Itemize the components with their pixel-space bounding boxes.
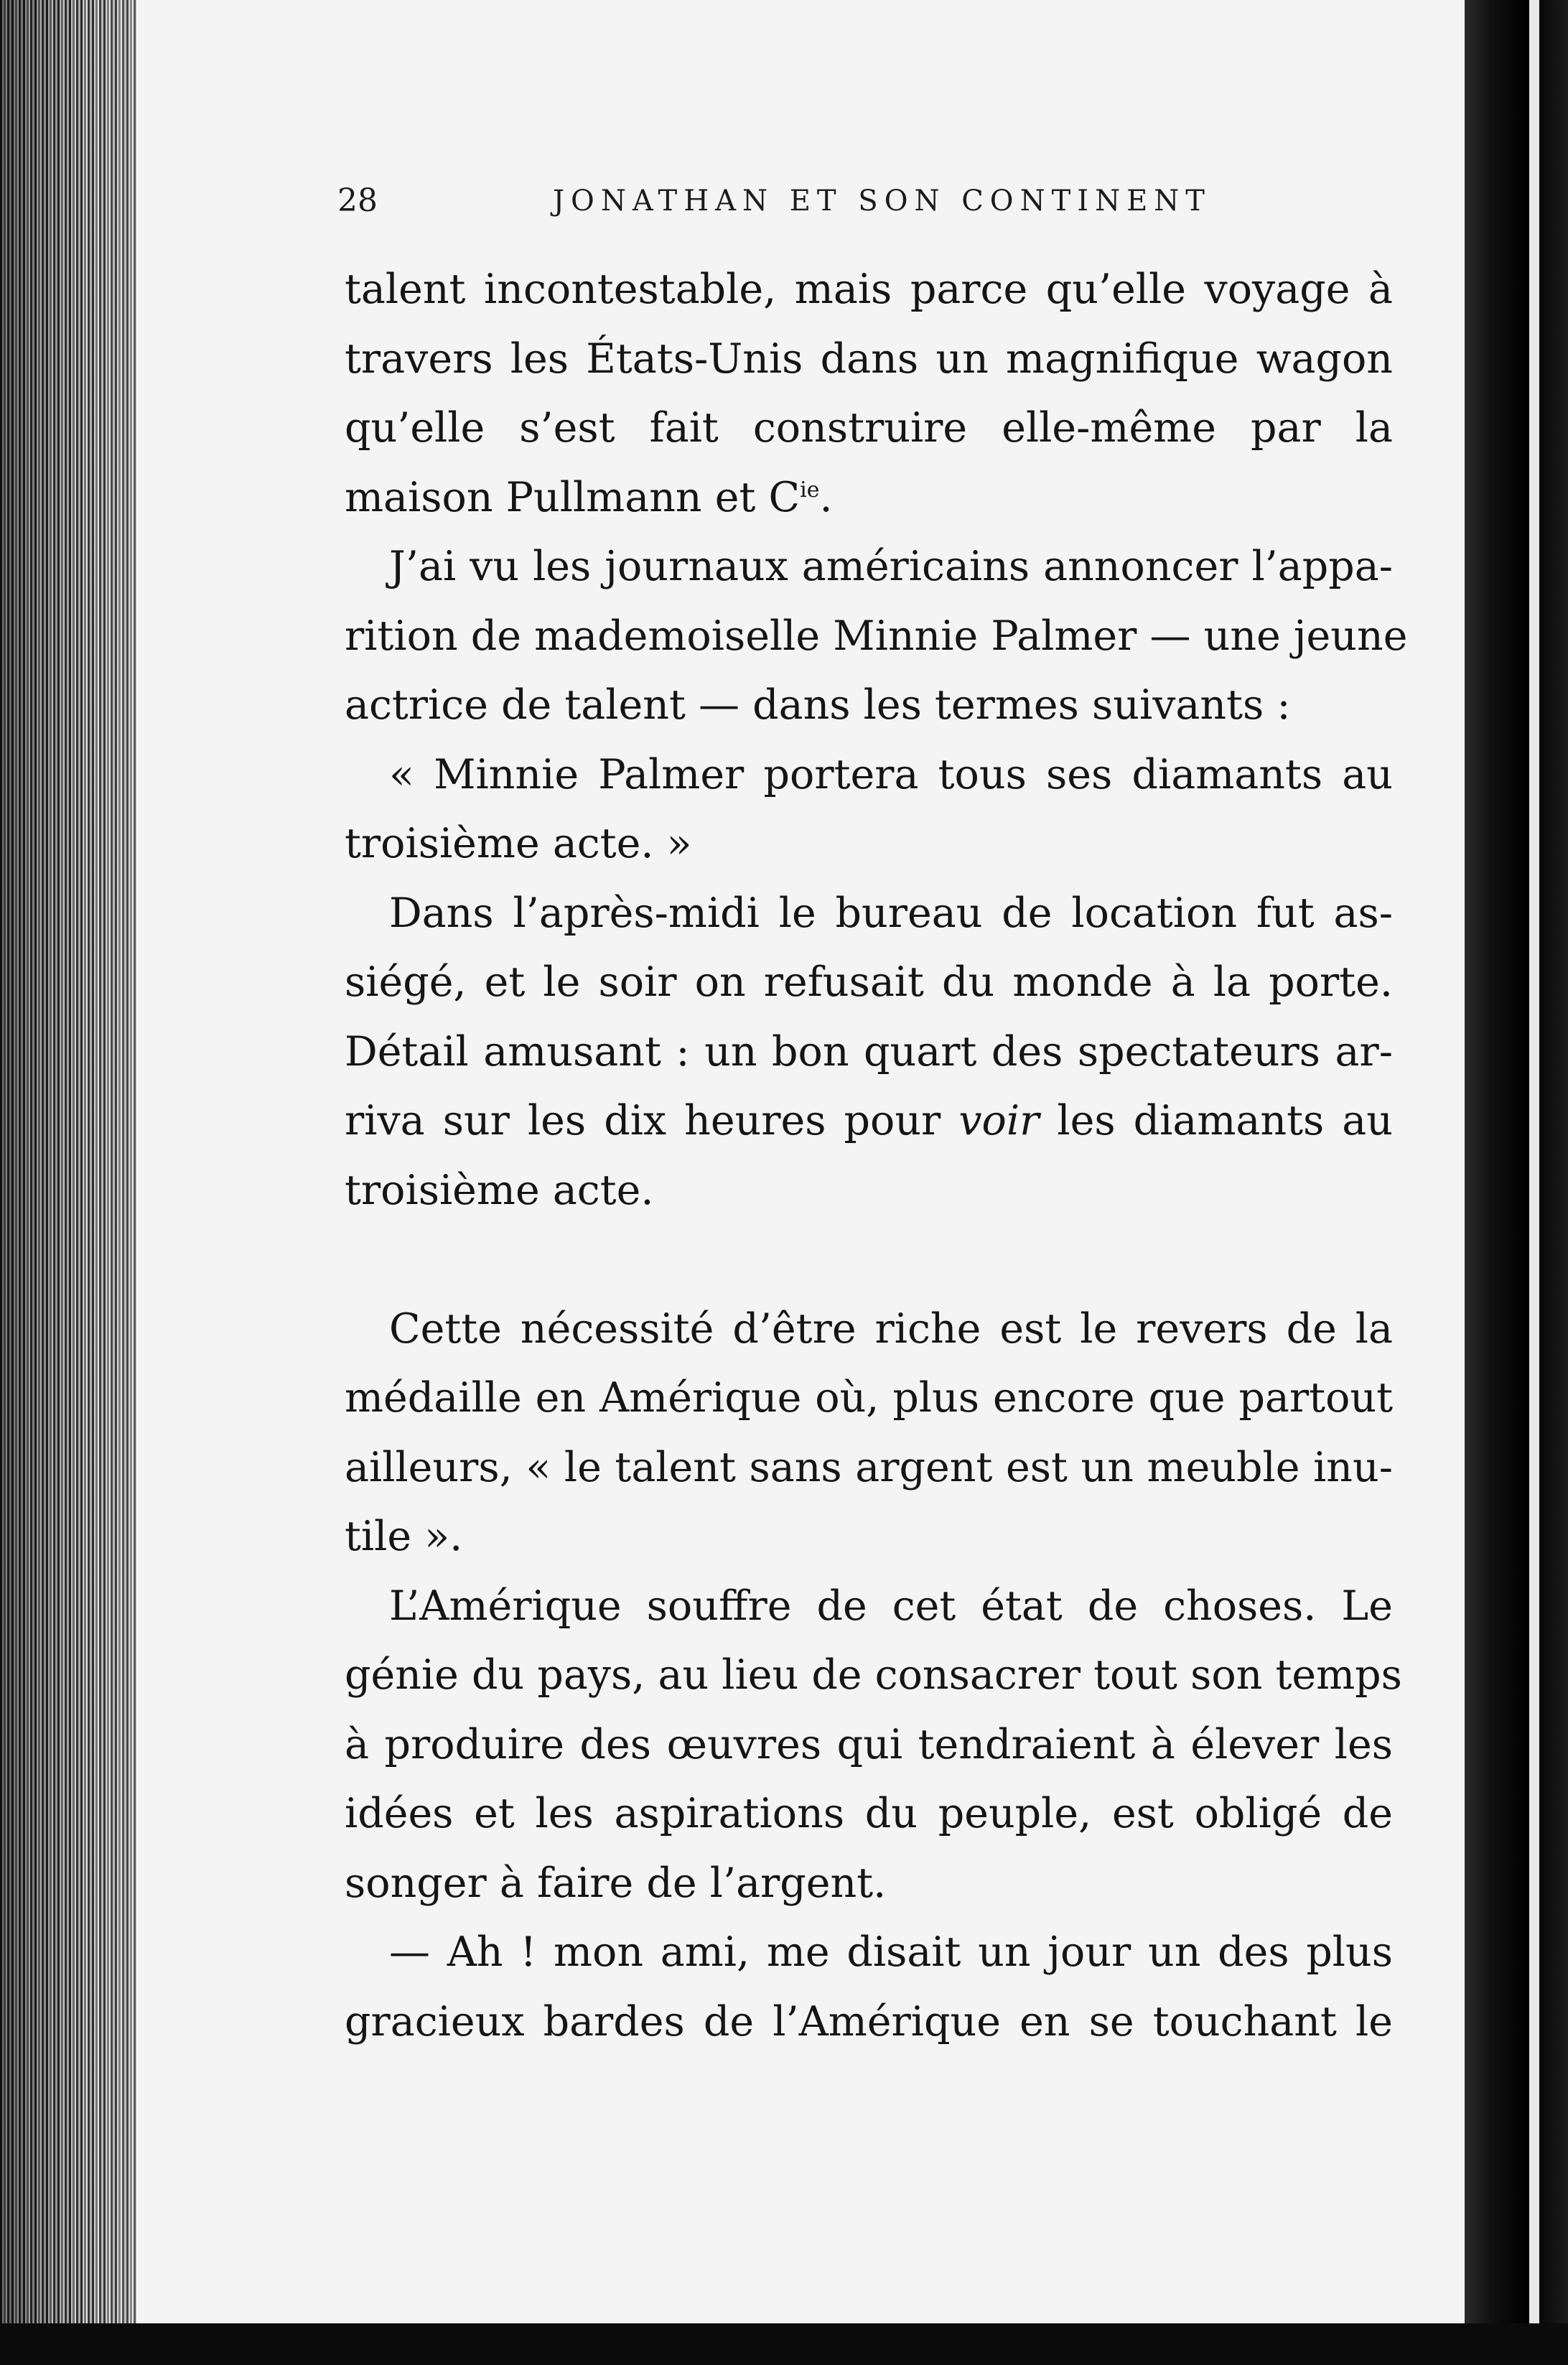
gutter-shadow <box>0 0 144 2365</box>
page-number: 28 <box>337 182 378 219</box>
text-line: songer à faire de l’argent. <box>345 1859 887 1907</box>
text-line: travers les États-Unis dans un magnifique wagon <box>345 335 1393 383</box>
text-line: Dans l’après-midi le bureau de location fut as- <box>389 889 1393 937</box>
text-line: troisième acte. <box>345 1166 654 1214</box>
text-line: siégé, et le soir on refusait du monde à la porte. <box>345 958 1393 1006</box>
text-line: J’ai vu les journaux américains annoncer l’appa- <box>389 543 1393 590</box>
text-line: gracieux bardes de l’Amérique en se touchant le <box>345 1997 1393 2046</box>
text-line: « Minnie Palmer portera tous ses diamants au <box>389 750 1393 798</box>
text-line: — Ah ! mon ami, me disait un jour un des plus <box>389 1928 1393 1976</box>
text-line: talent incontestable, mais parce qu’elle voyage à <box>345 266 1393 313</box>
text-line: Cette nécessité d’être riche est le revers de la <box>389 1305 1393 1353</box>
text-line: troisième acte. » <box>345 820 692 867</box>
text-line: rition de mademoiselle Minnie Palmer — une jeune <box>345 612 1408 660</box>
running-head <box>337 176 1400 226</box>
page-right-edge <box>1465 0 1568 2365</box>
page-right-edge-highlight <box>1529 0 1539 2365</box>
section-break <box>345 1225 1393 1295</box>
text-line: actrice de talent — dans les termes suivants : <box>345 681 1291 729</box>
body-text <box>345 255 1408 2056</box>
italic-word: voir <box>958 1097 1040 1144</box>
text-line: médaille en Amérique où, plus encore que partout <box>345 1374 1393 1422</box>
superscript: ie <box>800 477 820 503</box>
text-fragment: riva sur les dix heures pour <box>345 1097 959 1144</box>
text-line <box>345 463 1393 533</box>
text-line: tile ». <box>345 1513 463 1560</box>
text-line: idées et les aspirations du peuple, est obligé de <box>345 1790 1393 1837</box>
text-line: ailleurs, « le talent sans argent est un meuble inu- <box>345 1443 1393 1491</box>
text-line: L’Amérique souffre de cet état de choses. Le <box>389 1582 1393 1630</box>
text-fragment: les diamants au <box>1039 1097 1393 1144</box>
text-line: à produire des œuvres qui tendraient à élever les <box>345 1720 1393 1768</box>
text-line: qu’elle s’est fait construire elle-même par la <box>345 404 1393 452</box>
text-fragment: maison Pullmann et C <box>345 473 801 521</box>
text-fragment: . <box>819 473 833 521</box>
running-title: JONATHAN ET SON CONTINENT <box>553 185 1211 218</box>
text-line: génie du pays, au lieu de consacrer tout son temps <box>345 1651 1402 1699</box>
page-bottom-edge <box>0 2323 1568 2365</box>
text-line <box>345 1086 1393 1156</box>
text-line: Détail amusant : un bon quart des spectateurs ar- <box>345 1027 1393 1076</box>
